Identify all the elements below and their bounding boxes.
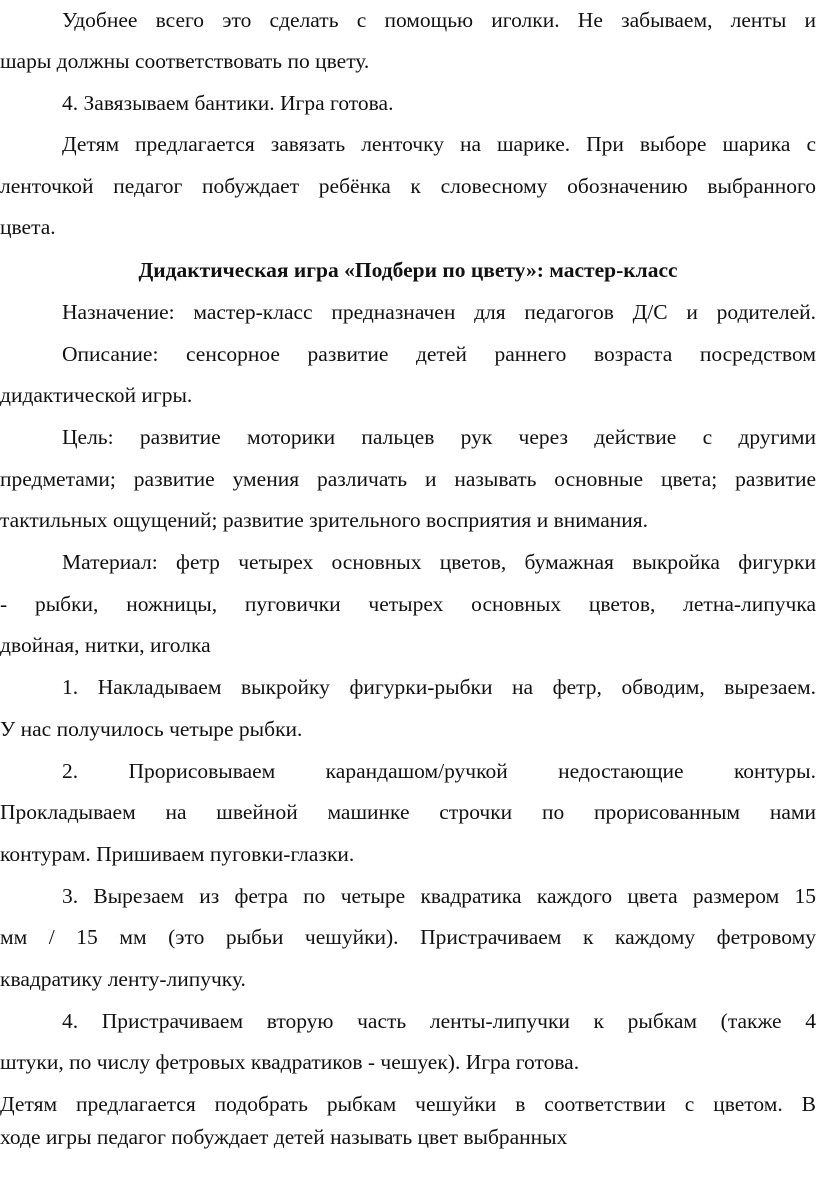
text-line: дидактической игры. (0, 383, 193, 407)
text-line: У нас получилось четыре рыбки. (0, 717, 303, 741)
text-line: квадратику ленту-липучку. (0, 967, 246, 991)
text-line: штуки, по числу фетровых квадратиков - чешуек). Игра готова. (0, 1050, 580, 1074)
text-line: - рыбки, ножницы, пуговички четырех основных цветов, летна-липучка (0, 592, 816, 616)
text-line: контурам. Пришиваем пуговки-глазки. (0, 842, 355, 866)
text-line: Прокладываем на швейной машинке строчки по прорисованным нами (0, 800, 816, 824)
text-line: Описание: сенсорное развитие детей раннего возраста посредством (62, 342, 816, 366)
text-line: предметами; развитие умения различать и называть основные цвета; развитие (0, 467, 816, 491)
text-line: цвета. (0, 215, 56, 239)
text-line: 4. Завязываем бантики. Игра готова. (62, 91, 394, 115)
text-line: Назначение: мастер-класс предназначен для педагогов Д/С и родителей. (62, 300, 816, 324)
text-line: тактильных ощущений; развитие зрительного восприятия и внимания. (0, 508, 649, 532)
text-line: Цель: развитие моторики пальцев рук через действие с другими (62, 425, 816, 449)
list-item: 1. Накладываем выкройку фигурки-рыбки на фетр, обводим, вырезаем. (62, 675, 816, 699)
list-item: 2. Прорисовываем карандашом/ручкой недостающие контуры. (62, 759, 816, 783)
text-line: Материал: фетр четырех основных цветов, бумажная выкройка фигурки (62, 550, 816, 574)
text-line: ленточкой педагог побуждает ребёнка к словесному обозначению выбранного (0, 174, 816, 198)
text-line: шары должны соответствовать по цвету. (0, 49, 370, 73)
text-line: Удобнее всего это сделать с помощью иголки. Не забываем, ленты и (62, 8, 816, 32)
text-line: двойная, нитки, иголка (0, 633, 211, 657)
text-line: Детям предлагается подобрать рыбкам чешуйки в соответствии с цветом. В (0, 1092, 816, 1116)
text-line: мм / 15 мм (это рыбьи чешуйки). Пристрачиваем к каждому фетровому (0, 925, 816, 949)
list-item: 4. Пристрачиваем вторую часть ленты-липучки к рыбкам (также 4 (62, 1009, 816, 1033)
section-heading: Дидактическая игра «Подбери по цвету»: мастер-класс (138, 258, 678, 282)
text-line: Детям предлагается завязать ленточку на шарике. При выборе шарика с (62, 132, 816, 156)
text-line: ходе игры педагог побуждает детей называть цвет выбранных (0, 1125, 568, 1149)
list-item: 3. Вырезаем из фетра по четыре квадратика каждого цвета размером 15 (62, 884, 816, 908)
